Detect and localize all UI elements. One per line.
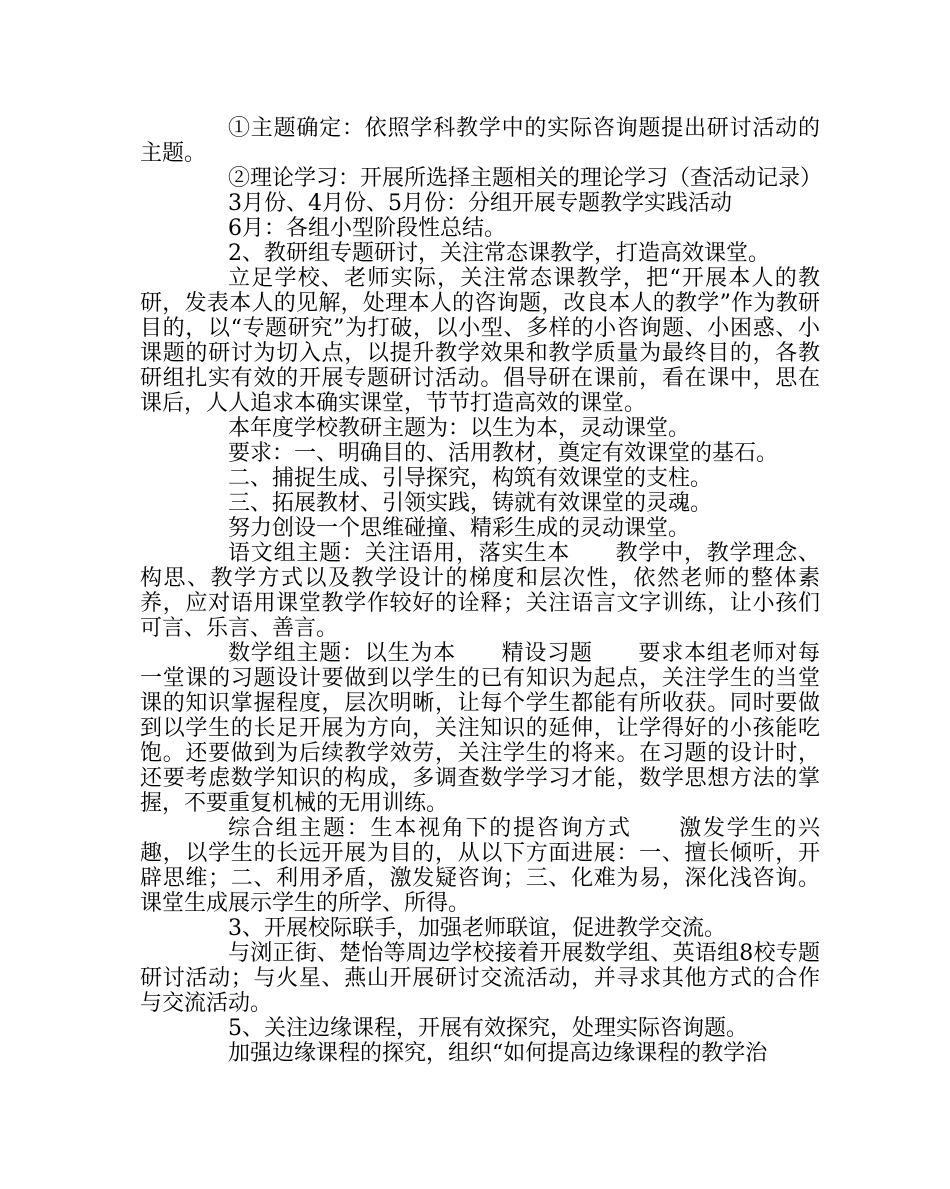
paragraph-research-purpose: 立足学校、老师实际，关注常态课教学，把“开展本人的教研，发表本人的见解，处理本人的咨询题，改良本人的教学”作为教研目的，以“专题研究”为打破，以小型、多样的小咨询题、小困惑、小课题的研讨为切入点，以提升教学效果和教学质量为最终目的，各教研组扎实有效的开展专题研讨活动。倡导研在课前，看在课中，思在课后，人人追求本确实课堂，节节打造高效的课堂。 xyxy=(140,266,820,416)
paragraph-requirement-2: 二、捕捉生成、引导探究，构筑有效课堂的支柱。 xyxy=(228,466,713,491)
paragraph-inter-school-activities: 与浏正街、楚怡等周边学校接着开展数学组、英语组8校专题研讨活动；与火星、燕山开展研讨交流活动，并寻求其他方式的合作与交流活动。 xyxy=(140,941,820,1016)
heading-teaching-research-topic: 2、教研组专题研讨，关注常态课教学，打造高效课堂。 xyxy=(228,241,770,266)
paragraph-annual-theme: 本年度学校教研主题为：以生为本，灵动课堂。 xyxy=(228,416,691,441)
paragraph-chinese-group: 语文组主题：关注语用，落实生本 教学中，教学理念、构思、教学方式以及教学设计的梯度和层次性，依然老师的整体素养，应对语用课堂教学作较好的诠释；关注语言文字训练，让小孩们可言、乐言、善言。 xyxy=(140,541,820,641)
paragraph-topic-determination: ①主题确定：依照学科教学中的实际咨询题提出研讨活动的主题。 xyxy=(140,116,820,166)
paragraph-dynamic-classroom: 努力创设一个思维碰撞、精彩生成的灵动课堂。 xyxy=(228,516,691,541)
paragraph-math-group: 数学组主题：以生为本 精设习题 要求本组老师对每一堂课的习题设计要做到以学生的已有知识为起点，关注学生的当堂课的知识掌握程度，层次明晰，让每个学生都能有所收获。同时要做到以学生的长足开展为方向，关注知识的延伸，让学得好的小孩能吃饱。还要做到为后续教学效劳，关注学生的将来。在习题的设计时，还要考虑数学知识的构成，多调查数学学习才能，数学思想方法的掌握，不要重复机械的无用训练。 xyxy=(140,641,820,816)
paragraph-june-summary: 6月：各组小型阶段性总结。 xyxy=(228,216,506,241)
document-body xyxy=(140,116,823,1066)
paragraph-comprehensive-group: 综合组主题：生本视角下的提咨询方式 激发学生的兴趣，以学生的长远开展为目的，从以下方面进展：一、擅长倾听，开辟思维；二、利用矛盾，激发疑咨询；三、化难为易，深化浅咨询。课堂生成展示学生的所学、所得。 xyxy=(140,816,820,916)
heading-inter-school-cooperation: 3、开展校际联手，加强老师联谊，促进教学交流。 xyxy=(228,916,726,941)
paragraph-theory-study: ②理论学习：开展所选择主题相关的理论学习（查活动记录） xyxy=(228,166,823,191)
paragraph-march-may-practice: 3月份、4月份、5月份：分组开展专题教学实践活动 xyxy=(228,191,732,216)
paragraph-marginal-courses: 加强边缘课程的探究，组织“如何提高边缘课程的教学治 xyxy=(228,1041,768,1066)
paragraph-requirement-3: 三、拓展教材、引领实践，铸就有效课堂的灵魂。 xyxy=(228,491,713,516)
paragraph-requirement-1: 要求：一、明确目的、活用教材，奠定有效课堂的基石。 xyxy=(228,441,779,466)
heading-marginal-courses: 5、关注边缘课程，开展有效探究，处理实际咨询题。 xyxy=(228,1016,748,1041)
